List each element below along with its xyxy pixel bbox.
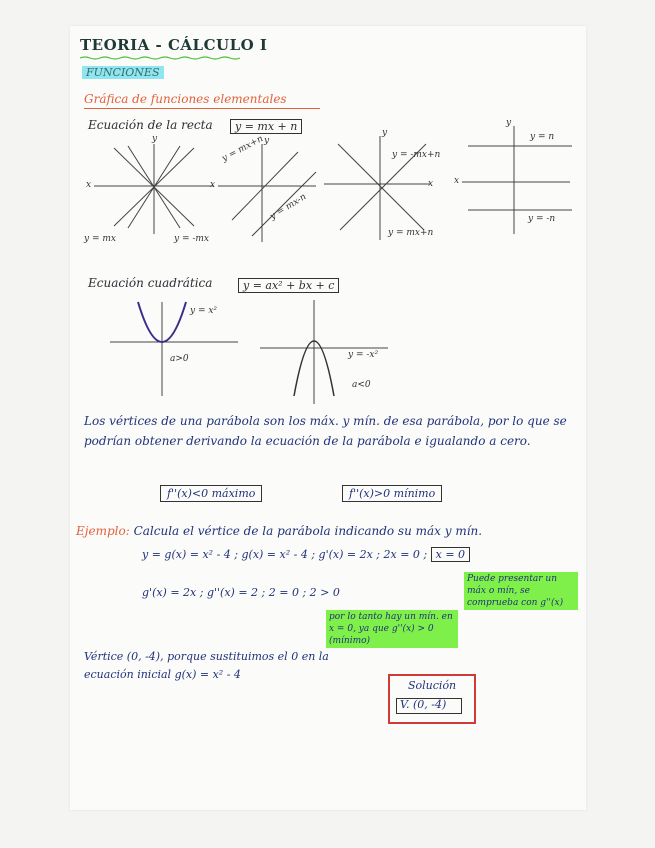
subtitle-underline bbox=[84, 108, 320, 109]
recta-label: Ecuación de la recta bbox=[88, 118, 213, 132]
solution-value: V. (0, -4) bbox=[400, 698, 447, 711]
subtitle: Gráfica de funciones elementales bbox=[84, 92, 287, 106]
g2-x-axis-label: x bbox=[210, 180, 216, 190]
parabola-down-eq: y = -x² bbox=[348, 350, 379, 360]
graph-horizontal-lines bbox=[458, 122, 578, 238]
vertex-statement: Vértice (0, -4), porque sustituimos el 0 en la ecuación inicial g(x) = x² - 4 bbox=[84, 650, 329, 681]
g4-bottom-label: y = -n bbox=[528, 214, 556, 224]
note-max-min: Puede presentar un máx o mín, se comprueba con g''(x) bbox=[464, 572, 578, 610]
g2-bottom-label: y = mx-n bbox=[268, 191, 309, 223]
cuadratica-formula: y = ax² + bx + c bbox=[238, 278, 339, 293]
g3-y-axis-label: y bbox=[382, 128, 388, 138]
cuadratica-label: Ecuación cuadrática bbox=[88, 276, 213, 290]
example-line-1-text: y = g(x) = x² - 4 ; g(x) = x² - 4 ; g'(x) = 2x ; 2x = 0 ; bbox=[142, 548, 428, 561]
g2-y-axis-label: y bbox=[264, 136, 270, 146]
g3-top-label: y = -mx+n bbox=[392, 150, 441, 160]
g1-left-label: y = mx bbox=[84, 234, 116, 244]
note-therefore: por lo tanto hay un mín. en x = 0, ya que g''(x) > 0 (mínimo) bbox=[326, 610, 458, 648]
graph-intercept-lines bbox=[320, 130, 440, 244]
page-title: TEORIA - CÁLCULO I bbox=[80, 36, 268, 54]
solution-label: Solución bbox=[408, 679, 457, 692]
parabola-up-cond: a>0 bbox=[170, 354, 189, 364]
g1-y-axis-label: y bbox=[152, 134, 158, 144]
solution-box bbox=[388, 674, 476, 724]
example-heading bbox=[76, 524, 482, 538]
graph-parabola-up bbox=[110, 298, 240, 398]
g2-top-label: y = mx+n bbox=[220, 133, 265, 165]
example-line-1-box: x = 0 bbox=[431, 547, 470, 562]
g1-x-axis-label: x bbox=[86, 180, 92, 190]
notebook-page bbox=[70, 26, 586, 810]
graph-lines-through-origin bbox=[84, 134, 224, 244]
g1-right-label: y = -mx bbox=[174, 234, 209, 244]
deriv-max-box: f''(x)<0 máximo bbox=[160, 485, 262, 502]
parabola-down-cond: a<0 bbox=[352, 380, 371, 390]
g4-top-label: y = n bbox=[530, 132, 555, 142]
parabola-up-eq: y = x² bbox=[190, 306, 218, 316]
example-label: Ejemplo: bbox=[76, 524, 130, 538]
g4-x-axis-label: x bbox=[454, 176, 460, 186]
example-line-1 bbox=[142, 548, 470, 561]
deriv-min-box: f''(x)>0 mínimo bbox=[342, 485, 442, 502]
example-line-2: g'(x) = 2x ; g''(x) = 2 ; 2 = 0 ; 2 > 0 bbox=[142, 586, 340, 599]
g3-bottom-label: y = mx+n bbox=[388, 228, 434, 238]
vertex-paragraph: Los vértices de una parábola son los máx. y mín. de esa parábola, por lo que se podrían obtener derivando la ecuación de la parábola e igualando a cero. bbox=[84, 414, 567, 448]
section-label: FUNCIONES bbox=[82, 66, 164, 79]
g3-x-axis-label: x bbox=[428, 179, 434, 189]
g4-y-axis-label: y bbox=[506, 118, 512, 128]
recta-formula: y = mx + n bbox=[230, 119, 302, 134]
title-underline bbox=[80, 56, 240, 60]
example-text: Calcula el vértice de la parábola indicando su máx y mín. bbox=[133, 524, 483, 538]
